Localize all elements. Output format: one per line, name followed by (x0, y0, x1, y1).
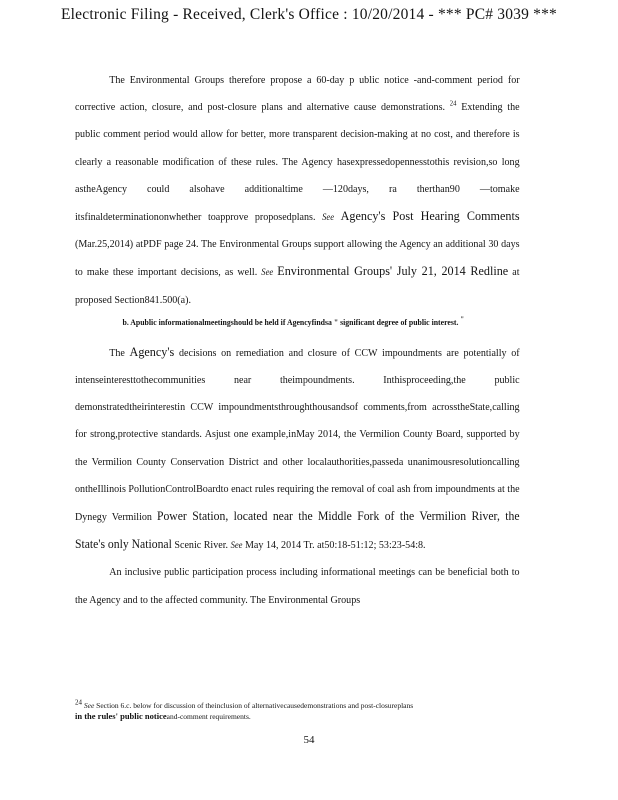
heading-ref: " (460, 315, 465, 324)
footnote-number: 24 (75, 698, 82, 707)
heading-text: b. Apublic informationalmeetingshould be held if Agencyfindsa " significant degree of public interest. (122, 317, 459, 327)
paragraph-text: May 14, 2014 Tr. at50:18-51:12; 53:23-54:8. (244, 540, 426, 552)
paragraph-public-interest (75, 339, 520, 560)
signal-see: See (230, 540, 243, 551)
footnote-text: in the rules' public notice (75, 711, 167, 721)
filing-header: Electronic Filing - Received, Clerk's Office : 10/20/2014 - *** PC# 3039 *** (61, 6, 557, 23)
footnote (75, 700, 545, 722)
paragraph-text: Scenic River. (174, 540, 229, 552)
signal-see: See (83, 701, 95, 710)
signal-see: See (261, 267, 274, 278)
section-heading (123, 317, 532, 329)
signal-see: See (322, 212, 334, 223)
document-body (75, 67, 520, 614)
paragraph-text: at proposed Section841.500(a). (75, 267, 520, 306)
citation: Agency's Post Hearing Comments (340, 209, 520, 224)
paragraph-text: The Environmental Groups therefore propose a 60-day p ublic notice -and-comment period for corrective action, closure, and post-closure plans and alternative cause demonstrations. (75, 75, 520, 114)
footnote-reference: 24 (449, 99, 457, 108)
paragraph-text: Extending the public comment period would allow for better, more transparent decision-making at no cost, and therefore is clearly a reasonable modification of these rules. The Agency hasexpressedopennesstothis revision,so long astheAgency could alsohave additionaltime —120days, ra therthan90 —tomake itsfinaldeterminationonwhether toapprove proposedplans. (75, 102, 520, 224)
citation: Environmental Groups' July 21, 2014 Redline (277, 264, 509, 279)
paragraph-text: Agency's (129, 344, 175, 359)
paragraph-text: The (109, 347, 125, 359)
paragraph-text: Power Station, located near the Middle Fork of the Vermilion River, the State's only National (75, 509, 520, 552)
footnote-text: and-comment requirements. (166, 712, 251, 721)
paragraph-text: (Mar.25,2014) atPDF page 24. The Environmental Groups support allowing the Agency an additional 30 days to make these important decisions, as well. (75, 239, 520, 279)
paragraph-text: decisions on remediation and closure of CCW impoundments are potentially of intenseinteresttothecommunities near theimpoundments. Inthisproceeding,the public demonstratedtheirinterestin CCW impoundmentsthroughthousandsof comments,from acrosstheState,calling for strong,protective standards. Asjust one example,inMay 2014, the Vermilion County Board, supported by the Vermilion County Conservation District and other localauthorities,passeda unanimousresolutioncalling ontheIllinois PollutionControlBoardto enact rules requiring the removal of coal ash from impoundments at the Dynegy Vermilion (75, 347, 520, 524)
paragraph-text: An inclusive public participation process including informational meetings can be beneficial both to the Agency and to the affected community. The Environmental Groups (75, 567, 520, 606)
paragraph-comment-period (75, 67, 520, 314)
page-number: 54 (303, 734, 315, 746)
footnote-text: Section 6.c. below for discussion of theinclusion of alternativecausedemonstrations and post-closureplans (96, 701, 414, 710)
paragraph-inclusive-process (75, 559, 520, 613)
